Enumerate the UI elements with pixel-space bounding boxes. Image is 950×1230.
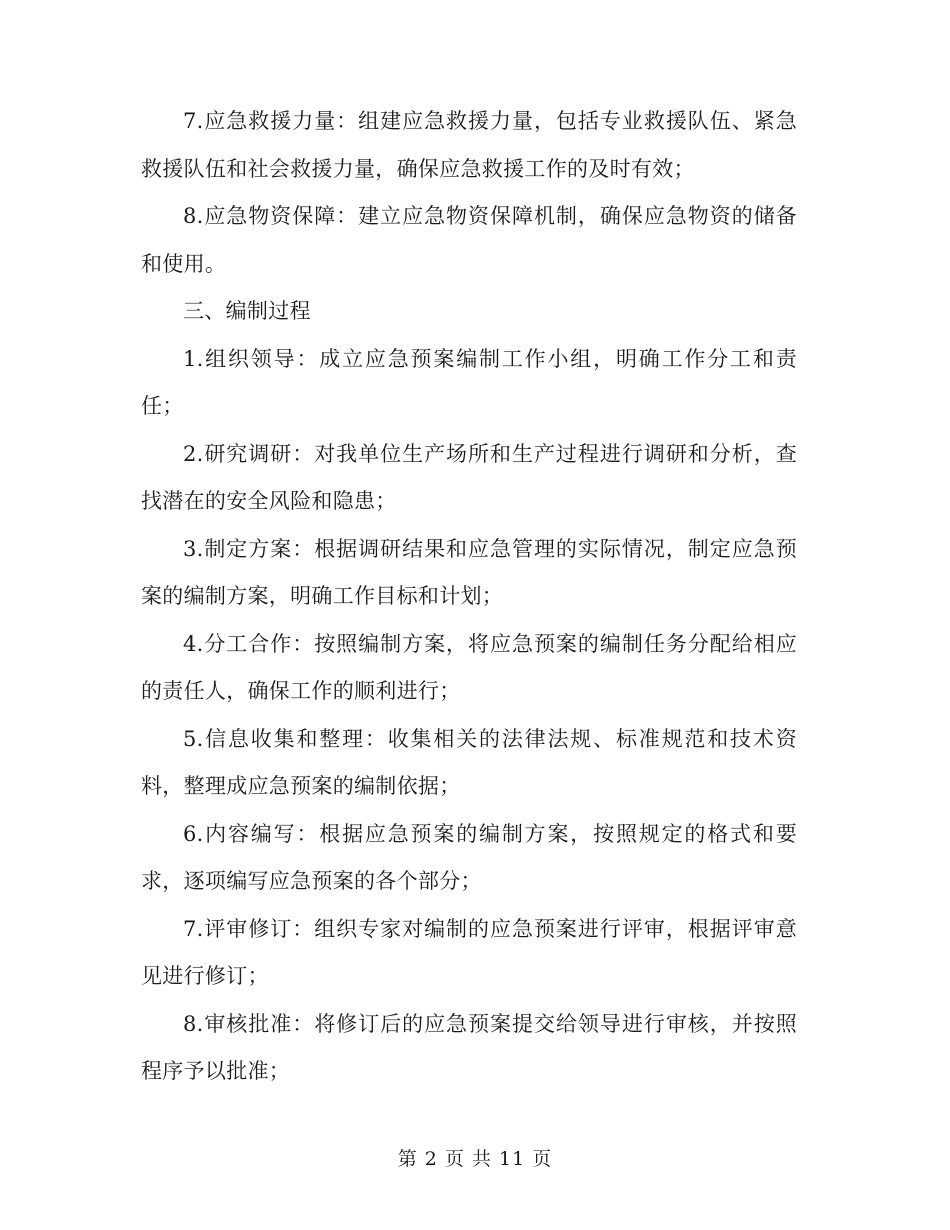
section-heading-compilation-process: 三、编制过程 — [183, 299, 311, 323]
paragraph-supplies-guarantee: 8.应急物资保障：建立应急物资保障机制，确保应急物资的储备和使用。 — [141, 204, 797, 276]
paragraph-approval: 8.审核批准：将修订后的应急预案提交给领导进行审核，并按照程序予以批准； — [141, 1011, 797, 1083]
page-number-footer: 第 2 页 共 11 页 — [397, 1148, 553, 1170]
paragraph-organization-leadership: 1.组织领导：成立应急预案编制工作小组，明确工作分工和责任； — [141, 346, 797, 418]
paragraph-information-collection: 5.信息收集和整理：收集相关的法律法规、标准规范和技术资料，整理成应急预案的编制依据； — [141, 726, 797, 798]
paragraph-division-of-labor: 4.分工合作：按照编制方案，将应急预案的编制任务分配给相应的责任人，确保工作的顺利进行； — [141, 631, 797, 703]
paragraph-plan-formulation: 3.制定方案：根据调研结果和应急管理的实际情况，制定应急预案的编制方案，明确工作目标和计划； — [141, 536, 797, 608]
paragraph-review-revision: 7.评审修订：组织专家对编制的应急预案进行评审，根据评审意见进行修订； — [141, 916, 797, 988]
paragraph-content-writing: 6.内容编写：根据应急预案的编制方案，按照规定的格式和要求，逐项编写应急预案的各个部分； — [141, 821, 797, 893]
paragraph-rescue-forces: 7.应急救援力量：组建应急救援力量，包括专业救援队伍、紧急救援队伍和社会救援力量，确保应急救援工作的及时有效； — [141, 109, 797, 181]
document-body — [141, 98, 797, 1096]
paragraph-research: 2.研究调研：对我单位生产场所和生产过程进行调研和分析，查找潜在的安全风险和隐患； — [141, 441, 797, 513]
